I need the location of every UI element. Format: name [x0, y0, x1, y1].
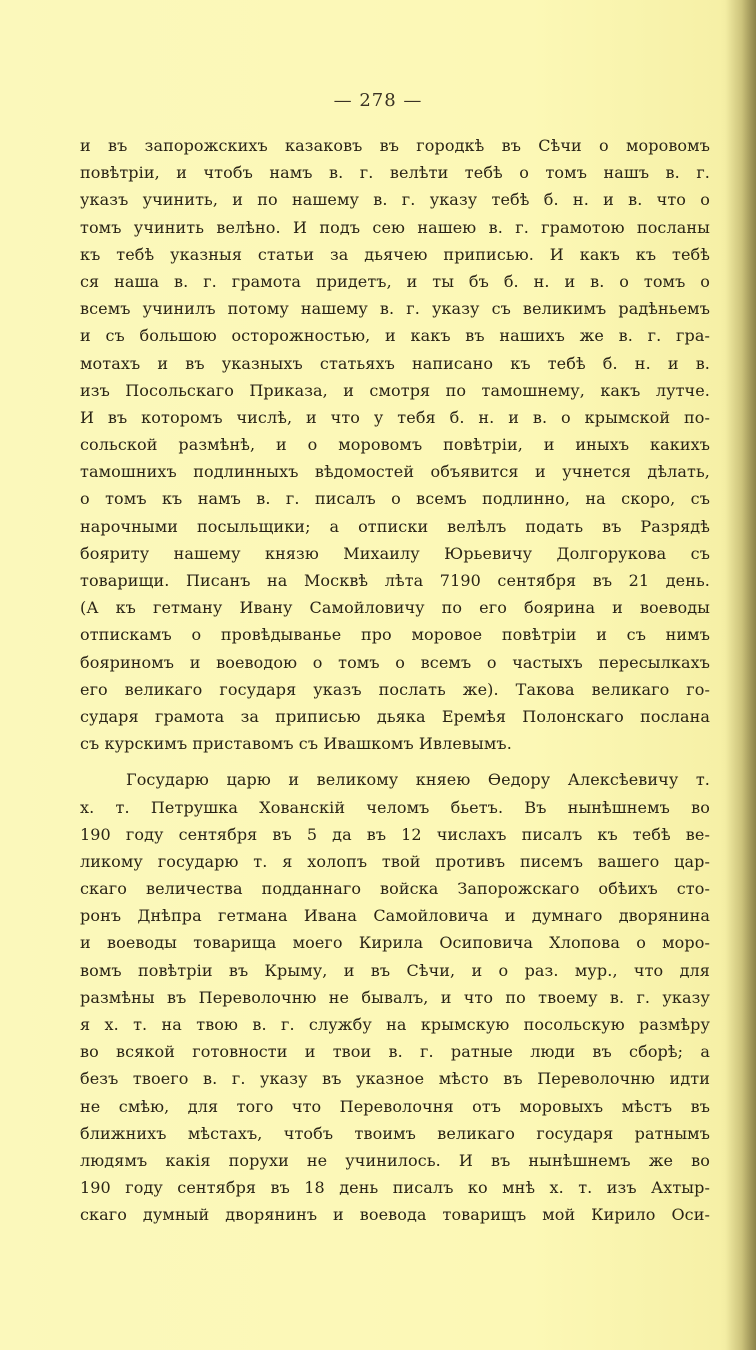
text-line: бояриномъ и воеводою о томъ о всемъ о частыхъ пересылкахъ	[80, 652, 710, 672]
text-line: во всякой готовности и твои в. г. ратные люди въ сборѣ; а	[80, 1042, 710, 1062]
text-line: скаго думный дворянинъ и воевода товарищъ мой Кирило Оси-	[80, 1205, 710, 1225]
text-line: съ курскимъ приставомъ съ Ивашкомъ Ивлевымъ.	[80, 734, 512, 754]
text-line: повѣтріи, и чтобъ намъ в. г. велѣти тебѣ о томъ нашъ в. г.	[80, 163, 710, 183]
text-line: всемъ учинилъ потому нашему в. г. указу съ великимъ радѣньемъ	[80, 299, 710, 319]
text-line: его великаго государя указъ послать же). Такова великаго го-	[80, 679, 710, 699]
text-line: тамошнихъ подлинныхъ вѣдомостей объявится и учнется дѣлать,	[80, 462, 710, 482]
text-line: томъ учинить велѣно. И подъ сею нашею в. г. грамотою посланы	[80, 217, 710, 237]
text-line: товарищи. Писанъ на Москвѣ лѣта 7190 сентября въ 21 день.	[80, 571, 710, 590]
page-edge-shadow	[720, 0, 756, 1350]
text-line: ликому государю т. я холопъ твой противъ писемъ вашего цар-	[80, 851, 710, 871]
text-line: безъ твоего в. г. указу въ указное мѣсто въ Переволочню идти	[80, 1069, 710, 1089]
paragraph-2	[80, 766, 710, 1228]
text-line: и въ запорожскихъ казаковъ въ городкѣ въ Сѣчи о моровомъ	[80, 136, 710, 155]
text-line: И въ которомъ числѣ, и что у тебя б. н. и в. о крымской по-	[80, 407, 710, 427]
body-text	[80, 132, 710, 1229]
text-line: Государю царю и великому княею Ѳедору Алексѣевичу т.	[126, 770, 710, 790]
text-line: ближнихъ мѣстахъ, чтобъ твоимъ великаго государя ратнымъ	[80, 1123, 710, 1143]
text-line: мотахъ и въ указныхъ статьяхъ написано къ тебѣ б. н. и в.	[80, 353, 710, 373]
paragraph-gap	[80, 757, 710, 766]
text-line: и воеводы товарища моего Кирила Осиповича Хлопова о моро-	[80, 933, 710, 953]
text-line: вомъ повѣтріи въ Крыму, и въ Сѣчи, и о раз. мур., что для	[80, 960, 710, 980]
text-line: ронъ Днѣпра гетмана Ивана Самойловича и думнаго дворянина	[80, 906, 710, 926]
paragraph-1	[80, 132, 710, 757]
text-line: х. т. Петрушка Хованскій челомъ бьетъ. Въ нынѣшнемъ во	[80, 797, 710, 817]
text-line: и съ большою осторожностью, и какъ въ нашихъ же в. г. гра-	[80, 326, 710, 346]
text-line: отпискамъ о провѣдыванье про моровое повѣтріи и съ нимъ	[80, 625, 710, 645]
text-line: сольской размѣнѣ, и о моровомъ повѣтріи, и иныхъ какихъ	[80, 435, 710, 455]
page-number: — 278 —	[333, 90, 423, 111]
text-line: указъ учинить, и по нашему в. г. указу тебѣ б. н. и в. что о	[80, 190, 710, 210]
text-line: 190 году сентября въ 5 да въ 12 числахъ писалъ къ тебѣ ве-	[80, 824, 710, 844]
text-line: я х. т. на твою в. г. службу на крымскую посольскую размѣру	[80, 1015, 710, 1034]
text-line: размѣны въ Переволочню не бывалъ, и что по твоему в. г. указу	[80, 987, 710, 1007]
text-line: бояриту нашему князю Михаилу Юрьевичу Долгорукова съ	[80, 543, 710, 563]
text-line: ся наша в. г. грамота придетъ, и ты бъ б. н. и в. о томъ о	[80, 271, 710, 291]
text-line: людямъ какія порухи не учинилось. И въ нынѣшнемъ же во	[80, 1150, 710, 1170]
text-line: о томъ къ намъ в. г. писалъ о всемъ подлинно, на скоро, съ	[80, 489, 710, 509]
text-line: не смѣю, для того что Переволочня отъ моровыхъ мѣстъ въ	[80, 1096, 710, 1116]
text-line: нарочными посыльщики; а отписки велѣлъ подать въ Разрядѣ	[80, 516, 710, 536]
text-line: изъ Посольскаго Приказа, и смотря по тамошнему, какъ лутче.	[80, 380, 710, 400]
text-line: 190 году сентября въ 18 день писалъ ко мнѣ х. т. изъ Ахтыр-	[80, 1178, 710, 1198]
text-line: скаго величества подданнаго войска Запорожскаго обѣихъ сто-	[80, 879, 710, 899]
text-line: къ тебѣ указныя статьи за дьячею приписью. И какъ къ тебѣ	[80, 244, 710, 264]
text-line: сударя грамота за приписью дьяка Еремѣя Полонскаго послана	[80, 706, 710, 726]
text-line: (А къ гетману Ивану Самойловичу по его боярина и воеводы	[80, 598, 710, 618]
